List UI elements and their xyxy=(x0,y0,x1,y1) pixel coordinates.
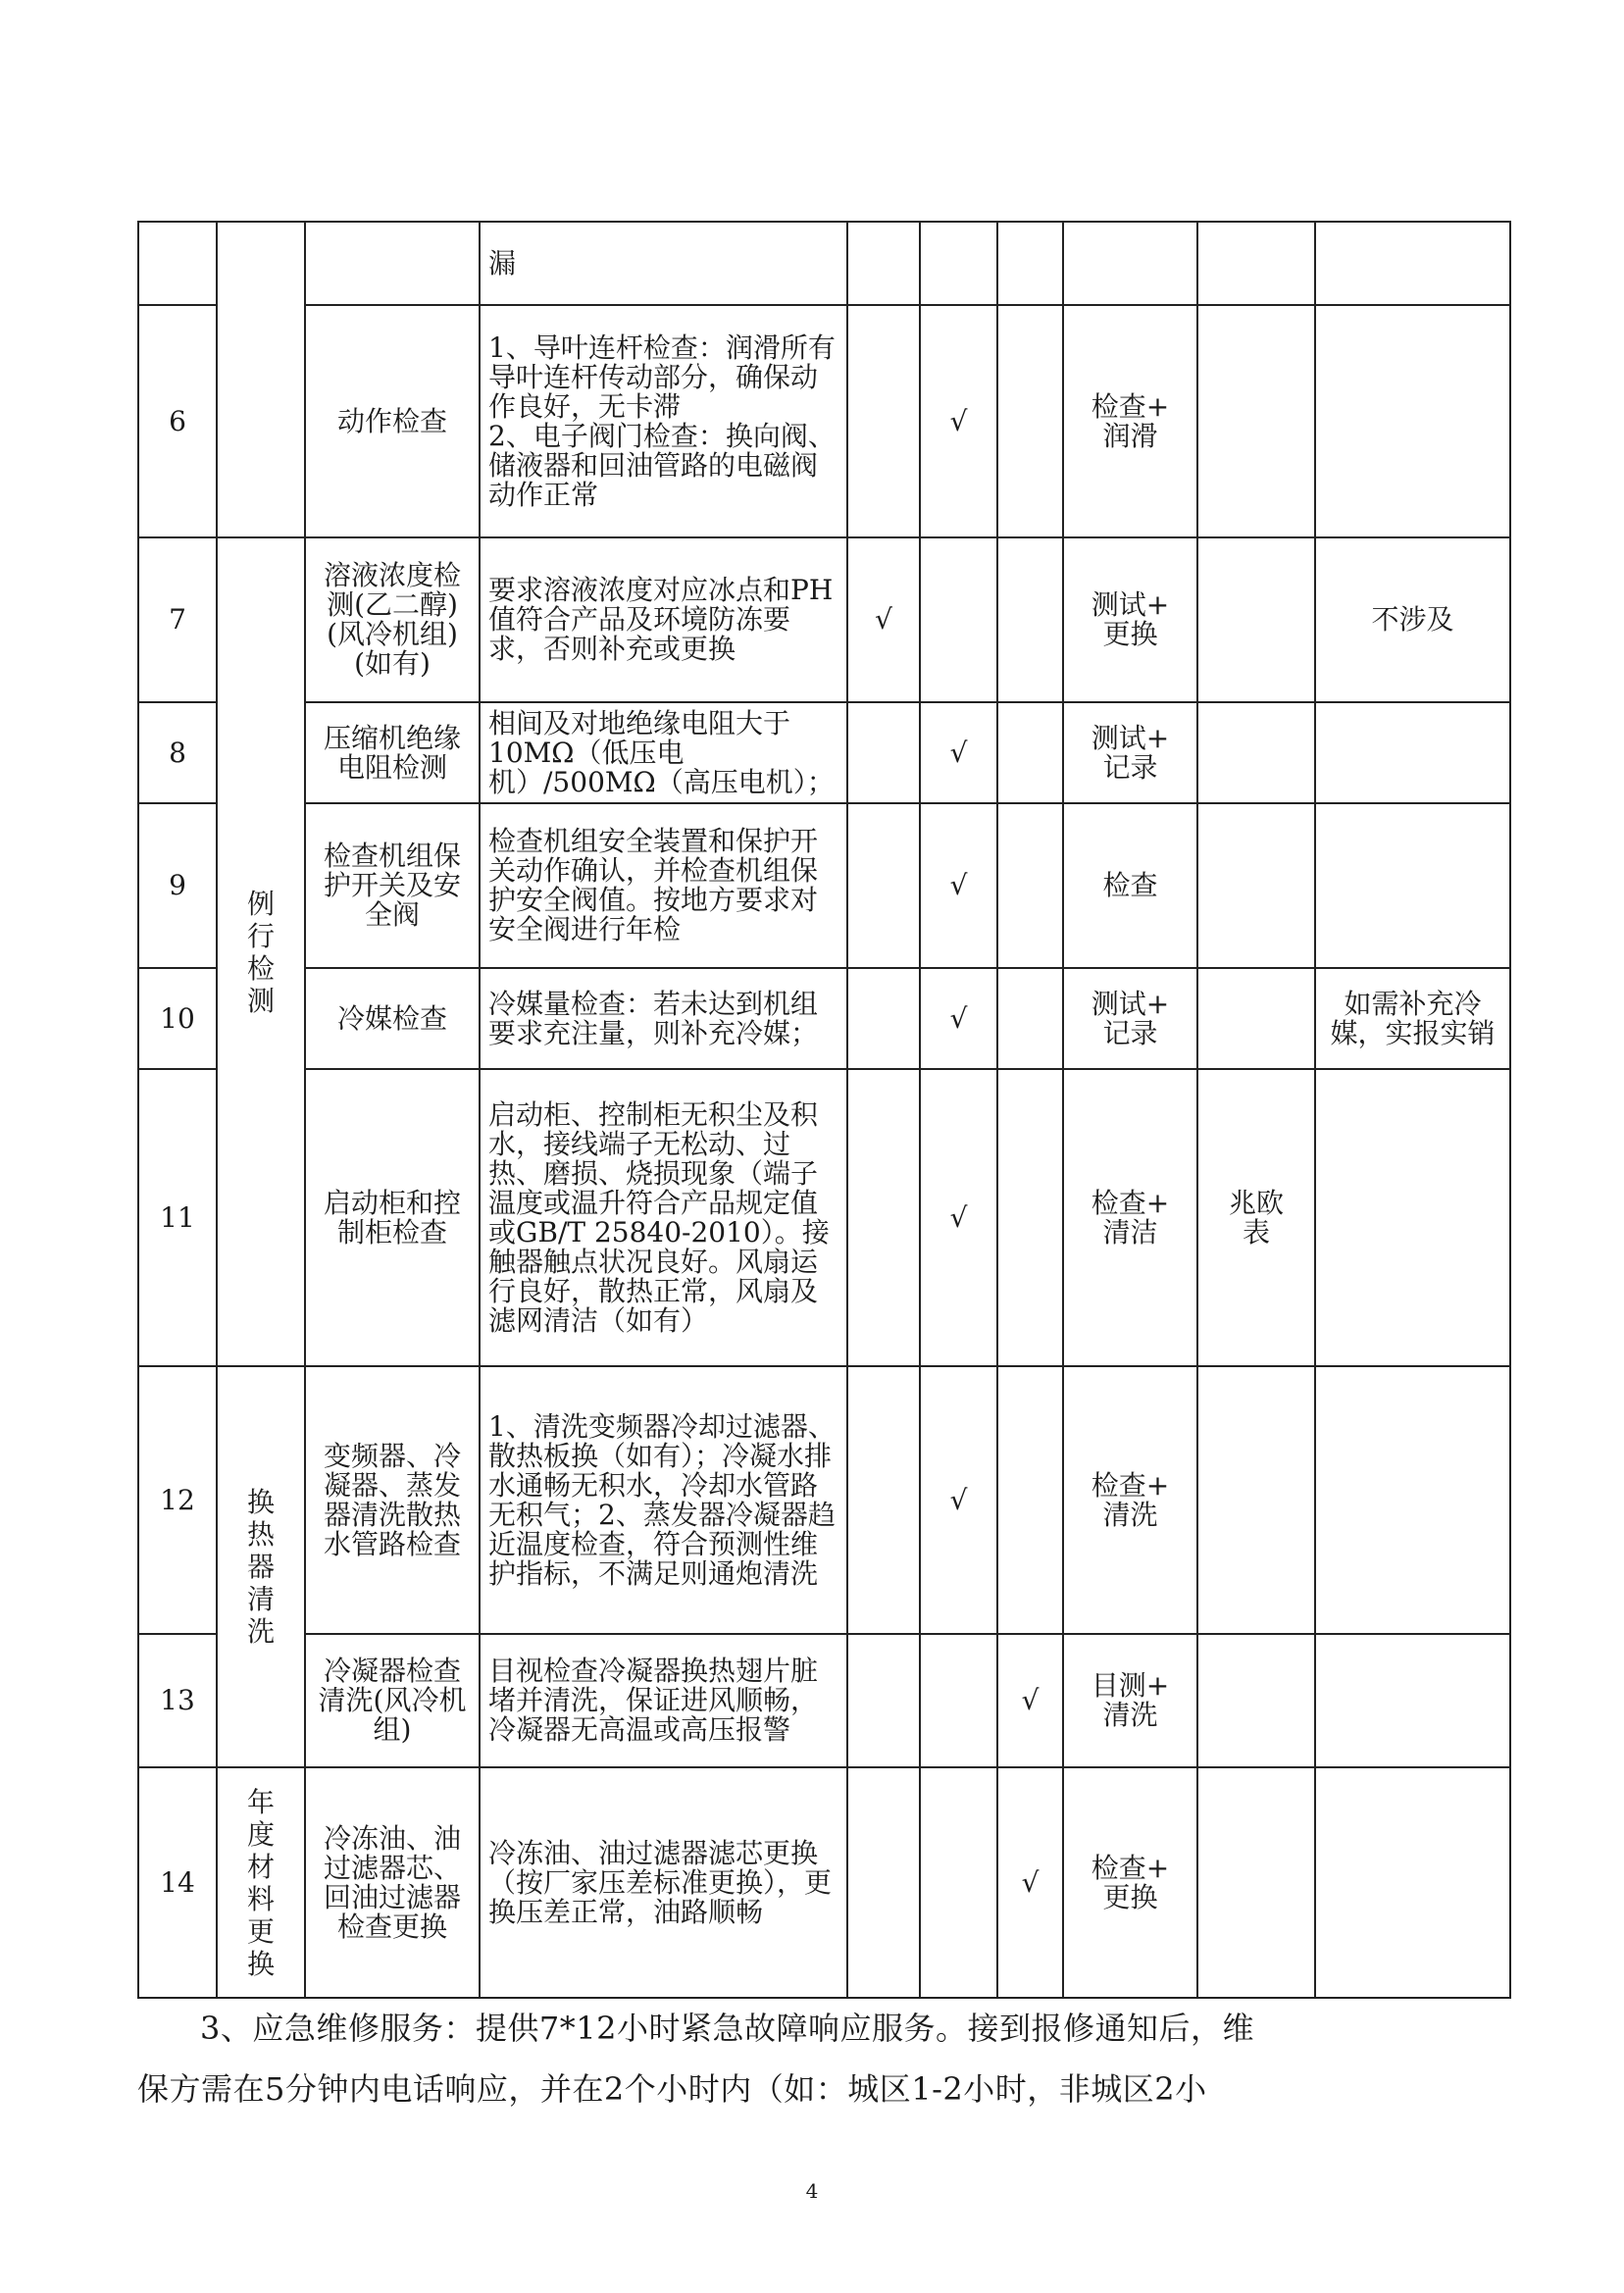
freq-col-3: √ xyxy=(997,1634,1063,1767)
maintenance-table xyxy=(137,221,1511,1999)
freq-col-2: √ xyxy=(920,803,997,968)
remark xyxy=(1315,1366,1510,1634)
table-row xyxy=(138,222,1510,305)
freq-col-3 xyxy=(997,1366,1063,1634)
tool xyxy=(1197,305,1315,537)
category-cell xyxy=(217,222,305,537)
freq-col-1 xyxy=(847,305,920,537)
freq-col-1 xyxy=(847,702,920,803)
freq-col-1 xyxy=(847,222,920,305)
freq-col-1 xyxy=(847,803,920,968)
method: 检查 xyxy=(1063,803,1197,968)
table-row xyxy=(138,803,1510,968)
category-cell xyxy=(217,1366,305,1767)
check-content: 目视检查冷凝器换热翅片脏堵并清洗，保证进风顺畅，冷凝器无高温或高压报警 xyxy=(480,1634,847,1767)
freq-col-3 xyxy=(997,702,1063,803)
freq-col-3 xyxy=(997,222,1063,305)
freq-col-1 xyxy=(847,1767,920,1998)
table-row xyxy=(138,1634,1510,1767)
check-content: 漏 xyxy=(480,222,847,305)
tool xyxy=(1197,537,1315,702)
freq-col-2: √ xyxy=(920,968,997,1069)
freq-col-3 xyxy=(997,968,1063,1069)
row-number: 12 xyxy=(138,1366,217,1634)
row-number: 13 xyxy=(138,1634,217,1767)
table-row xyxy=(138,702,1510,803)
freq-col-1 xyxy=(847,1366,920,1634)
remark xyxy=(1315,803,1510,968)
category-label: 年度材料更换 xyxy=(246,1785,275,1980)
remark xyxy=(1315,222,1510,305)
check-content: 冷媒量检查：若未达到机组要求充注量，则补充冷媒； xyxy=(480,968,847,1069)
check-item: 冷凝器检查清洗(风冷机组) xyxy=(305,1634,480,1767)
tool xyxy=(1197,222,1315,305)
check-item: 冷冻油、油过滤器芯、回油过滤器检查更换 xyxy=(305,1767,480,1998)
freq-col-3 xyxy=(997,305,1063,537)
table-row xyxy=(138,1069,1510,1366)
category-label: 换热器清洗 xyxy=(246,1486,275,1648)
check-item: 冷媒检查 xyxy=(305,968,480,1069)
remark xyxy=(1315,1767,1510,1998)
method: 检查+ 润滑 xyxy=(1063,305,1197,537)
tool xyxy=(1197,968,1315,1069)
method: 检查+ 更换 xyxy=(1063,1767,1197,1998)
row-number: 14 xyxy=(138,1767,217,1998)
remark xyxy=(1315,1634,1510,1767)
row-number: 11 xyxy=(138,1069,217,1366)
freq-col-3 xyxy=(997,1069,1063,1366)
table-row xyxy=(138,537,1510,702)
table-row xyxy=(138,968,1510,1069)
tool: 兆欧 表 xyxy=(1197,1069,1315,1366)
freq-col-2: √ xyxy=(920,1366,997,1634)
method: 测试+ 更换 xyxy=(1063,537,1197,702)
freq-col-2 xyxy=(920,537,997,702)
check-item: 变频器、冷凝器、蒸发器清洗散热水管路检查 xyxy=(305,1366,480,1634)
freq-col-1 xyxy=(847,1634,920,1767)
check-item: 溶液浓度检测(乙二醇)(风冷机组)(如有) xyxy=(305,537,480,702)
freq-col-2 xyxy=(920,1634,997,1767)
row-number: 10 xyxy=(138,968,217,1069)
row-number: 7 xyxy=(138,537,217,702)
check-item xyxy=(305,222,480,305)
tool xyxy=(1197,1366,1315,1634)
category-cell xyxy=(217,537,305,1366)
tool xyxy=(1197,1634,1315,1767)
row-number: 8 xyxy=(138,702,217,803)
remark xyxy=(1315,702,1510,803)
tool xyxy=(1197,803,1315,968)
check-content: 1、清洗变频器冷却过滤器、散热板换（如有）；冷凝水排水通畅无积水，冷却水管路无积气；2、蒸发器冷凝器趋近温度检查，符合预测性维护指标，不满足则通炮清洗 xyxy=(480,1366,847,1634)
method: 测试+ 记录 xyxy=(1063,968,1197,1069)
method: 目测+ 清洗 xyxy=(1063,1634,1197,1767)
tool xyxy=(1197,702,1315,803)
remark xyxy=(1315,1069,1510,1366)
category-label: 例行检测 xyxy=(246,887,275,1017)
table-row xyxy=(138,305,1510,537)
freq-col-3 xyxy=(997,803,1063,968)
table-row xyxy=(138,1366,1510,1634)
check-item: 启动柜和控制柜检查 xyxy=(305,1069,480,1366)
check-content: 1、导叶连杆检查：润滑所有导叶连杆传动部分，确保动作良好，无卡滞 2、电子阀门检查：换向阀、储液器和回油管路的电磁阀动作正常 xyxy=(480,305,847,537)
method xyxy=(1063,222,1197,305)
freq-col-3 xyxy=(997,537,1063,702)
freq-col-2 xyxy=(920,1767,997,1998)
check-content: 冷冻油、油过滤器滤芯更换（按厂家压差标准更换），更换压差正常，油路顺畅 xyxy=(480,1767,847,1998)
method: 检查+ 清洗 xyxy=(1063,1366,1197,1634)
check-item: 压缩机绝缘电阻检测 xyxy=(305,702,480,803)
method: 测试+ 记录 xyxy=(1063,702,1197,803)
remark: 不涉及 xyxy=(1315,537,1510,702)
row-number: 9 xyxy=(138,803,217,968)
freq-col-1 xyxy=(847,968,920,1069)
row-number: 6 xyxy=(138,305,217,537)
category-cell xyxy=(217,1767,305,1998)
freq-col-1: √ xyxy=(847,537,920,702)
remark: 如需补充冷媒，实报实销 xyxy=(1315,968,1510,1069)
check-content: 要求溶液浓度对应冰点和PH值符合产品及环境防冻要求，否则补充或更换 xyxy=(480,537,847,702)
page-number: 4 xyxy=(805,2179,819,2203)
check-item: 检查机组保护开关及安全阀 xyxy=(305,803,480,968)
remark xyxy=(1315,305,1510,537)
check-item: 动作检查 xyxy=(305,305,480,537)
freq-col-2: √ xyxy=(920,702,997,803)
freq-col-2: √ xyxy=(920,1069,997,1366)
tool xyxy=(1197,1767,1315,1998)
freq-col-1 xyxy=(847,1069,920,1366)
freq-col-2 xyxy=(920,222,997,305)
table-row xyxy=(138,1767,1510,1998)
check-content: 相间及对地绝缘电阻大于10MΩ（低压电机）/500MΩ（高压电机）； xyxy=(480,702,847,803)
row-number xyxy=(138,222,217,305)
emergency-service-line2: 保方需在5分钟内电话响应，并在2个小时内（如：城区1-2小时，非城区2小 xyxy=(137,2070,1207,2108)
emergency-service-line1: 3、应急维修服务：提供7*12小时紧急故障响应服务。接到报修通知后，维 xyxy=(200,2010,1254,2047)
method: 检查+ 清洁 xyxy=(1063,1069,1197,1366)
freq-col-2: √ xyxy=(920,305,997,537)
freq-col-3: √ xyxy=(997,1767,1063,1998)
check-content: 检查机组安全装置和保护开关动作确认，并检查机组保护安全阀值。按地方要求对安全阀进行年检 xyxy=(480,803,847,968)
check-content: 启动柜、控制柜无积尘及积水，接线端子无松动、过热、磨损、烧损现象（端子温度或温升符合产品规定值或GB/T 25840-2010）。接触器触点状况良好。风扇运行良好，散热正常，风扇及滤网清洁（如有） xyxy=(480,1069,847,1366)
